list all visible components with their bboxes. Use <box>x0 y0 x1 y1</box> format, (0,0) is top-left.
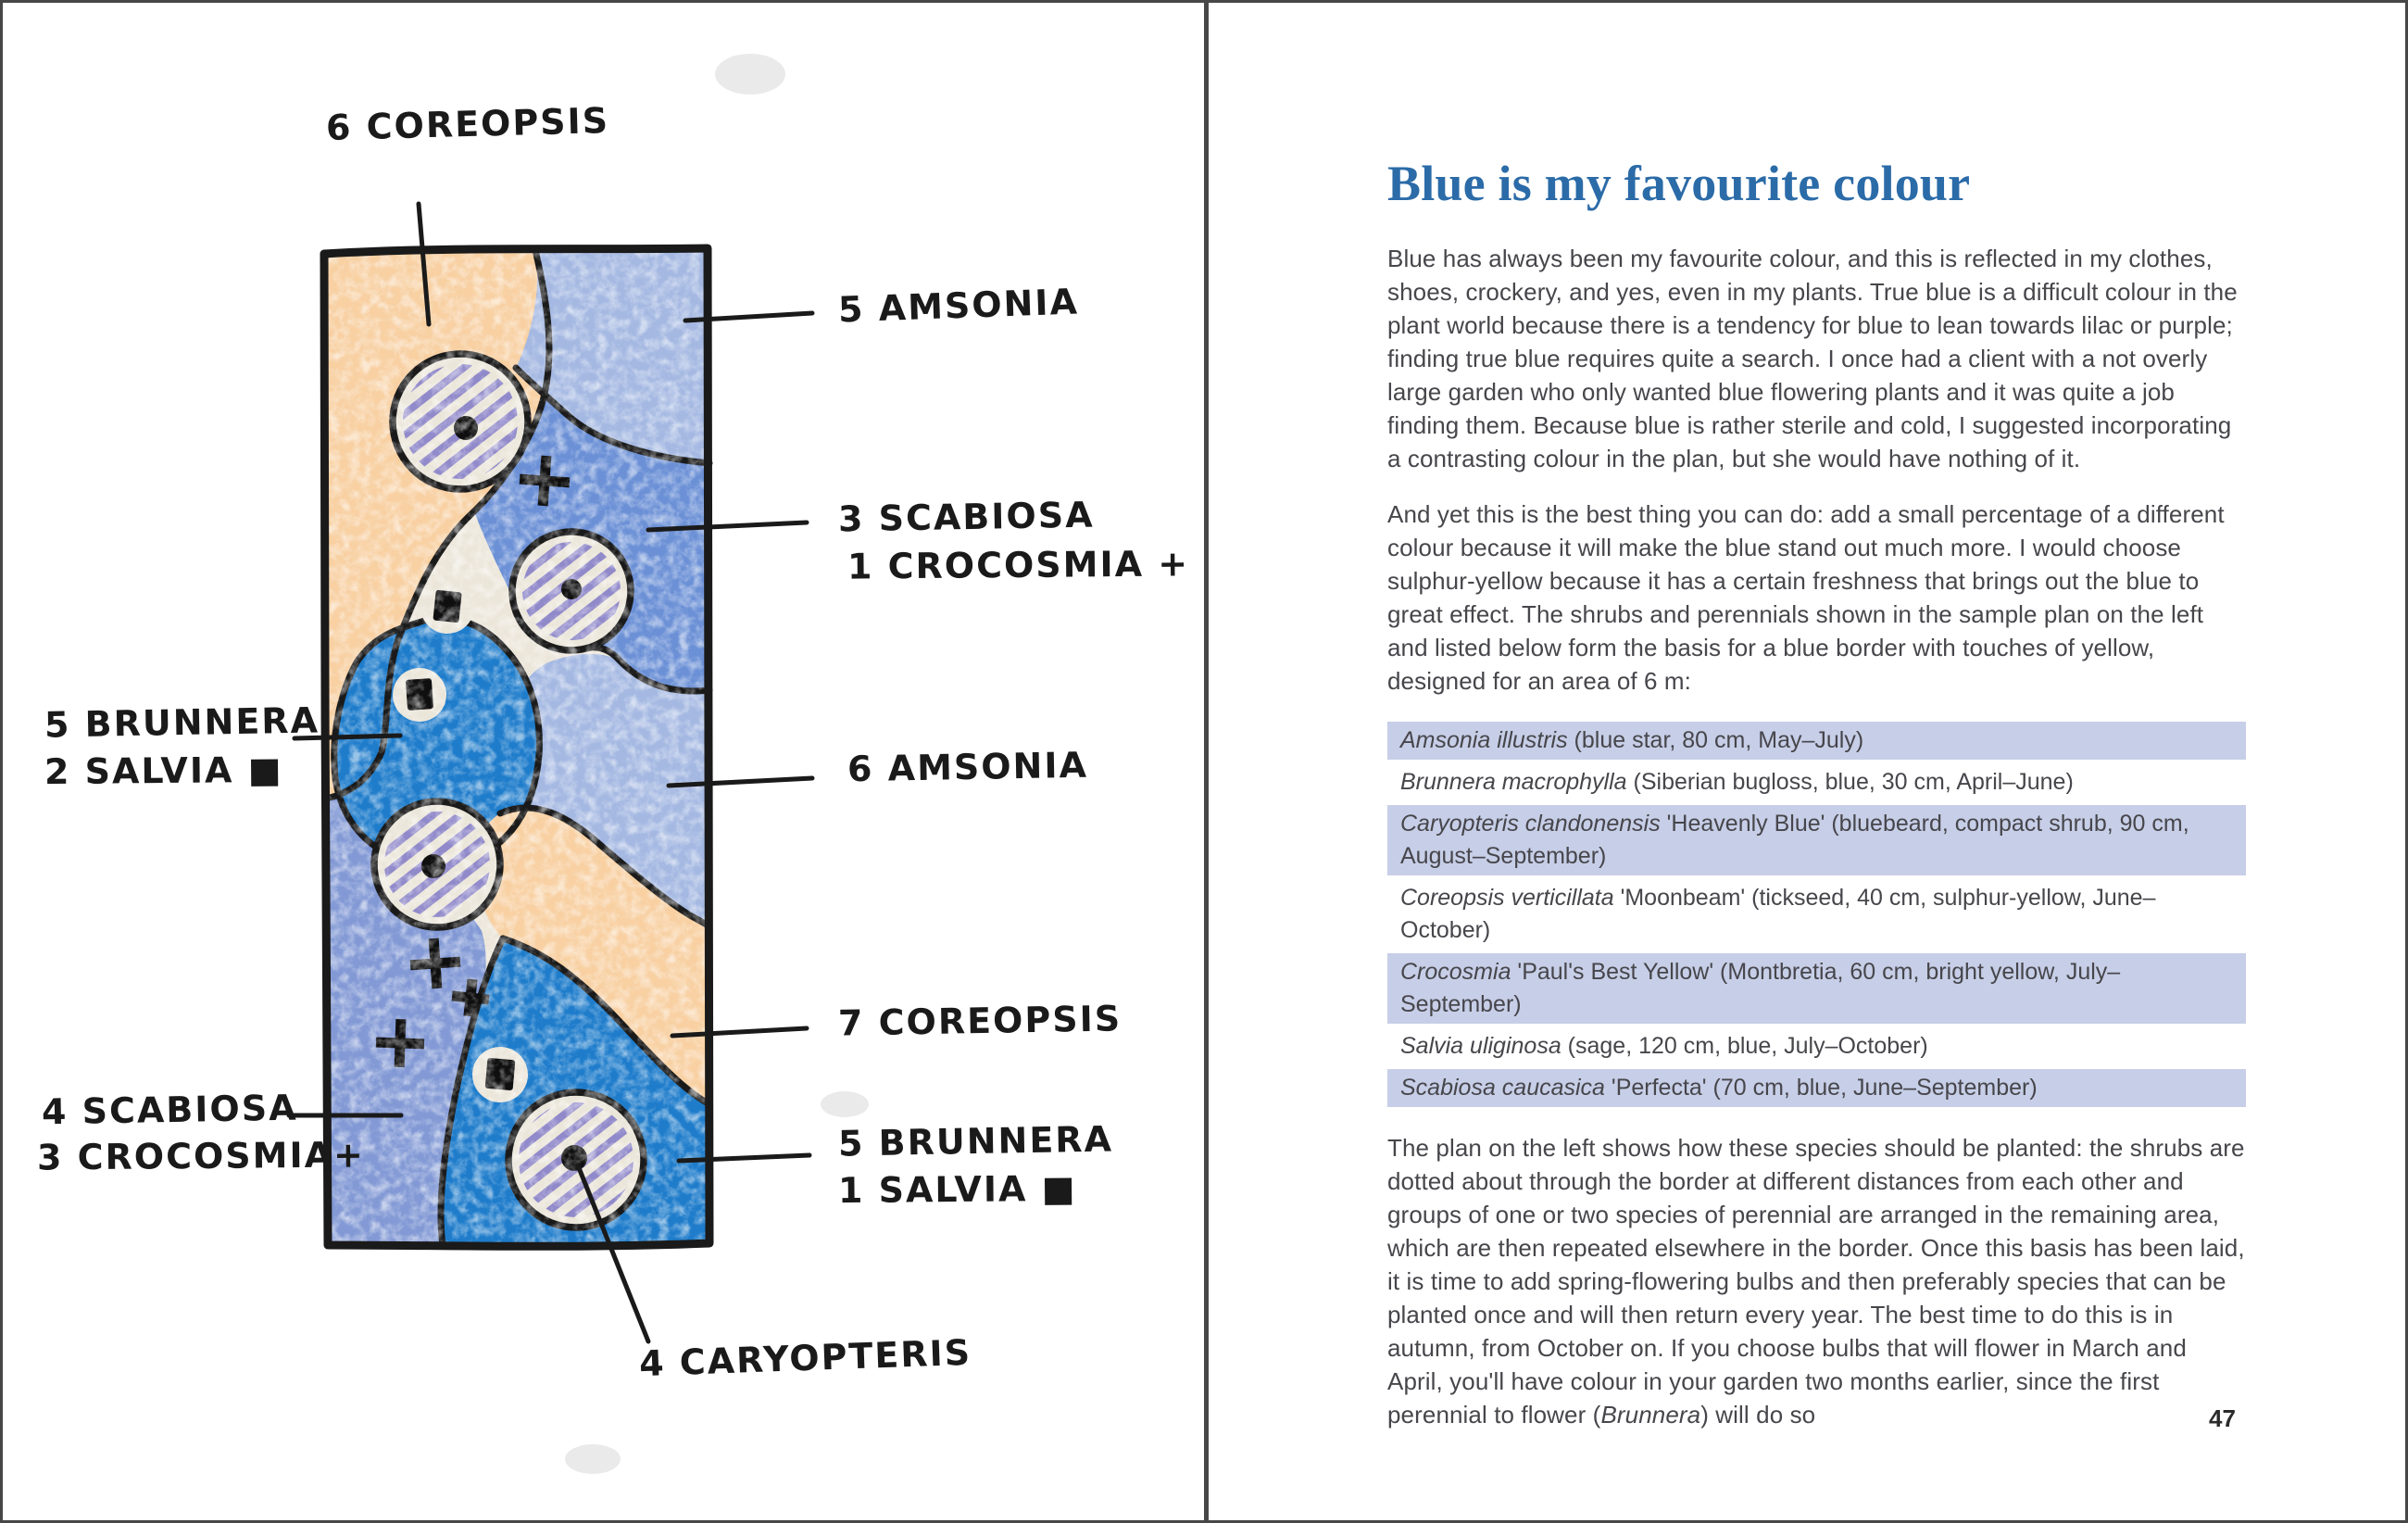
species-name: Salvia uliginosa <box>1400 1032 1561 1059</box>
species-details: (blue star, 80 cm, May–July) <box>1567 726 1864 753</box>
species-details: 'Paul's Best Yellow' (Montbretia, 60 cm, bright yellow, July–September) <box>1400 958 2121 1017</box>
species-name: Scabiosa caucasica <box>1400 1074 1605 1101</box>
article-paragraph-3 <box>1387 1131 2246 1431</box>
paragraph-text: The plan on the left shows how these species should be planted: the shrubs are dotted about through the border at different distances from each other and groups of one or two species of perennial are arranged in the remaining area, which are then repeated elsewhere in the border. Once this basis has been laid, it is time to add spring-flowering bulbs and then preferably species that can be planted once and will then return every year. The best time to do this is in autumn, from October on. If you choose bulbs that will flower in March and April, you'll have colour in your garden two months earlier, since the first perennial to flower ( <box>1387 1133 2245 1429</box>
species-name: Caryopteris clandonensis <box>1400 810 1661 837</box>
species-name: Amsonia illustris <box>1400 726 1568 753</box>
article-paragraph-1: Blue has always been my favourite colour, and this is reflected in my clothes, shoes, crockery, and yes, even in my plants. True blue is a difficult colour in the plant world because there is a tendency for blue to lean towards lilac or purple; finding true blue requires quite a search. I once had a client with a not overly large garden who only wanted blue flowering plants and it was quite a job finding them. Because blue is rather sterile and cold, I suggested incorporating a contrasting colour in the plan, but she would have nothing of it. <box>1387 244 2238 472</box>
plant-list-item <box>1387 1069 2246 1107</box>
page-gutter-divider <box>1204 0 1209 1523</box>
plant-list-item <box>1387 805 2246 875</box>
article-page <box>1209 0 2408 1523</box>
plant-list-item <box>1387 1027 2246 1065</box>
species-name: Brunnera <box>1600 1400 1701 1429</box>
species-name: Brunnera macrophylla <box>1400 768 1627 795</box>
page-title: Blue is my favourite colour <box>1387 156 1971 211</box>
plan-label-coreopsis-top: 6 COREOPSIS <box>325 100 610 148</box>
article <box>1209 0 2246 1431</box>
plant-list-item <box>1387 763 2246 801</box>
paragraph-text: ) will do so <box>1700 1400 1816 1429</box>
plan-label-coreopsis-bot: 7 COREOPSIS <box>837 998 1122 1044</box>
plan-label-amsonia-mid: 6 AMSONIA <box>847 744 1089 790</box>
plant-list <box>1387 722 2246 1107</box>
plan-label-scabiosa-mid: 3 SCABIOSA <box>837 494 1095 540</box>
species-details: 'Moonbeam' (tickseed, 40 cm, sulphur-yellow, June–October) <box>1400 884 2156 943</box>
species-name: Crocosmia <box>1400 958 1511 985</box>
plan-label-salvia-right: 1 SALVIA ■ <box>837 1167 1077 1212</box>
species-details: 'Perfecta' (70 cm, blue, June–September) <box>1604 1074 2038 1101</box>
species-details: (Siberian bugloss, blue, 30 cm, April–June) <box>1626 768 2074 795</box>
page-number: 47 <box>2209 1404 2236 1432</box>
plan-label-scabiosa-bot: 4 SCABIOSA <box>41 1087 298 1133</box>
plan-label-brunnera-left: 5 BRUNNERA <box>44 699 320 746</box>
plant-list-item <box>1387 722 2246 760</box>
crayon-texture-overlay <box>322 245 713 1251</box>
plan-label-caryopteris: 4 CARYOPTERIS <box>638 1331 972 1385</box>
plan-label-salvia-left: 2 SALVIA ■ <box>44 749 283 793</box>
plan-label-brunnera-right: 5 BRUNNERA <box>837 1118 1114 1164</box>
species-details: (sage, 120 cm, blue, July–October) <box>1561 1032 1928 1059</box>
species-name: Coreopsis verticillata <box>1400 884 1614 911</box>
plant-list-item <box>1387 879 2246 950</box>
plan-label-amsonia-top: 5 AMSONIA <box>837 281 1080 331</box>
plan-label-crocosmia-mid: 1 CROCOSMIA + <box>847 543 1190 587</box>
species-details: 'Heavenly Blue' (bluebeard, compact shrub, 90 cm, August–September) <box>1400 810 2189 869</box>
plan-label-crocosmia-bot: 3 CROCOSMIA+ <box>36 1134 366 1178</box>
plant-list-item <box>1387 953 2246 1024</box>
article-paragraph-2: And yet this is the best thing you can do: add a small percentage of a different colour because it will make the blue stand out much more. I would choose sulphur-yellow because it has a certain freshness that brings out the blue to great effect. The shrubs and perennials shown in the sample plan on the left and listed below form the basis for a blue border with touches of yellow, designed for an area of 6 m: <box>1387 499 2225 695</box>
